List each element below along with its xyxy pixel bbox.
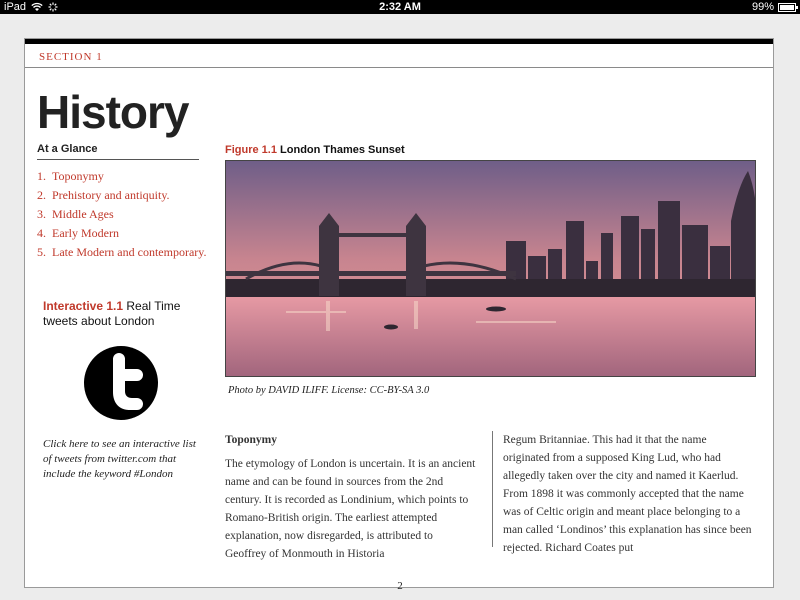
article-text-col2: Regum Britanniae. This had it that the name originated from a supposed King Lud, who had allegedly taken over the city and named it Kaerlud. From 1898 it was commonly accepted that the name was of Celtic origin and meant place belonging to a man called ‘Londinos’ this explanation has since been rejected. Richard Coates put <box>503 434 752 554</box>
toc-label: Prehistory and antiquity. <box>52 188 170 202</box>
london-thames-sunset-photo[interactable] <box>225 160 756 377</box>
interactive-caption-link[interactable]: Click here to see an interactive list of tweets from twitter.com that include the keyword #London <box>43 438 196 480</box>
toc-number: 1. <box>37 169 46 183</box>
battery-icon <box>778 3 796 12</box>
figure-title: London Thames Sunset <box>280 144 405 156</box>
device-label: iPad <box>4 1 27 13</box>
article-column-1 <box>225 431 477 563</box>
figure-credit: Photo by DAVID ILIFF. License: CC-BY-SA 3.0 <box>228 385 430 396</box>
article-heading: Toponymy <box>225 434 277 446</box>
at-a-glance-heading: At a Glance <box>37 143 199 160</box>
toc-label: Middle Ages <box>52 207 114 221</box>
page-title: History <box>37 86 189 138</box>
twitter-bird-icon[interactable] <box>83 345 159 426</box>
figure-heading <box>225 144 405 156</box>
section-label: SECTION 1 <box>39 51 103 63</box>
book-viewport <box>0 14 800 600</box>
interactive-title: Real Time tweets about London <box>43 299 181 328</box>
section-divider <box>25 67 773 68</box>
toc-item-middle-ages[interactable] <box>37 207 207 222</box>
status-time: 2:32 AM <box>379 1 421 13</box>
battery-level <box>780 5 794 10</box>
battery-percent: 99% <box>751 1 774 13</box>
toc-label: Toponymy <box>52 169 104 183</box>
status-bar <box>0 0 800 14</box>
toc-number: 2. <box>37 188 46 202</box>
toc-item-toponymy[interactable] <box>37 169 207 184</box>
status-right <box>752 0 796 14</box>
book-page[interactable] <box>24 38 774 588</box>
toc-item-prehistory[interactable] <box>37 188 207 203</box>
figure-label: Figure 1.1 <box>225 144 277 156</box>
article-column-2 <box>503 431 755 557</box>
toc-label: Late Modern and contemporary. <box>52 245 207 259</box>
toc-number: 3. <box>37 207 46 221</box>
interactive-heading <box>43 299 203 329</box>
toc-label: Early Modern <box>52 226 119 240</box>
toc-number: 5. <box>37 245 46 259</box>
toc-number: 4. <box>37 226 46 240</box>
interactive-label: Interactive 1.1 <box>43 299 124 313</box>
page-number: 2 <box>397 580 403 592</box>
top-rule <box>25 39 773 44</box>
at-a-glance-list <box>37 169 207 264</box>
toc-item-late-modern[interactable] <box>37 245 207 260</box>
toc-item-early-modern[interactable] <box>37 226 207 241</box>
column-divider <box>492 431 493 547</box>
article-text-col1: The etymology of London is uncertain. It is an ancient name and can be found in sources from the 2nd century. It is recorded as Londinium, which points to Romano-British origin. The earliest attempted explanation, now disregarded, is attributed to Geoffrey of Monmouth in Historia <box>225 458 476 560</box>
